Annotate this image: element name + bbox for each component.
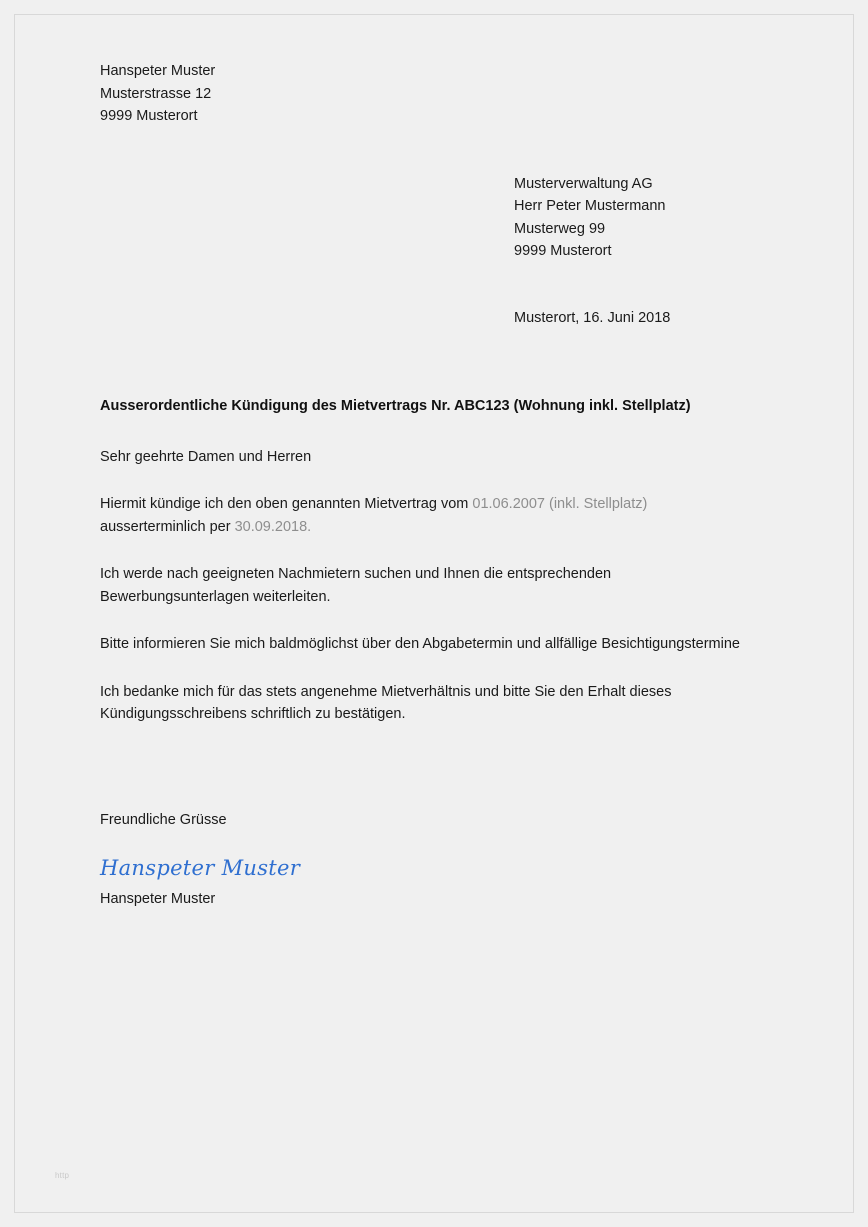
body-paragraph-3: Bitte informieren Sie mich baldmöglichst über den Abgabetermin und allfällige Besichtigungstermine [100,636,740,652]
recipient-address-line: Musterweg 99 [514,220,606,237]
signer-name: Hanspeter Muster [100,890,216,907]
sender-address-line: Hanspeter Muster [100,63,216,79]
letter-content [100,60,780,910]
body-paragraph-1 [100,493,750,538]
letter-sheet [14,14,854,1213]
recipient-address-line: 9999 Musterort [514,243,612,259]
paragraph-1-middle: ausserterminlich per [100,518,235,535]
contract-start-date: 01.06.2007 (inkl. Stellplatz) [472,496,648,512]
sender-address-line: 9999 Musterort [100,108,198,124]
letter-subject: Ausserordentliche Kündigung des Mietvertrags Nr. ABC123 (Wohnung inkl. Stellplatz) [100,398,691,414]
sender-address-line: Musterstrasse 12 [100,85,212,102]
letter-closing: Freundliche Grüsse [100,811,227,828]
place-and-date: Musterort, 16. Juni 2018 [514,309,671,326]
recipient-address-line: Musterverwaltung AG [514,175,653,192]
body-paragraph-2: Ich werde nach geeigneten Nachmietern suchen und Ihnen die entsprechenden Bewerbungsunterlagen weiterleiten. [100,566,612,605]
sender-address-block [100,60,780,128]
paragraph-1-prefix: Hiermit kündige ich den oben genannten Mietvertrag vom [100,496,473,512]
recipient-address-line: Herr Peter Mustermann [514,198,666,214]
handwritten-signature: Hanspeter Muster [100,855,301,880]
body-paragraph-4: Ich bedanke mich für das stets angenehme Mietverhältnis und bitte Sie den Erhalt dieses Kündigungsschreibens schriftlich zu bestätigen. [100,683,672,722]
recipient-address-block [514,173,780,263]
termination-date: 30.09.2018. [234,518,312,535]
letter-salutation: Sehr geehrte Damen und Herren [100,449,312,465]
footer-watermark: http [55,1171,70,1180]
